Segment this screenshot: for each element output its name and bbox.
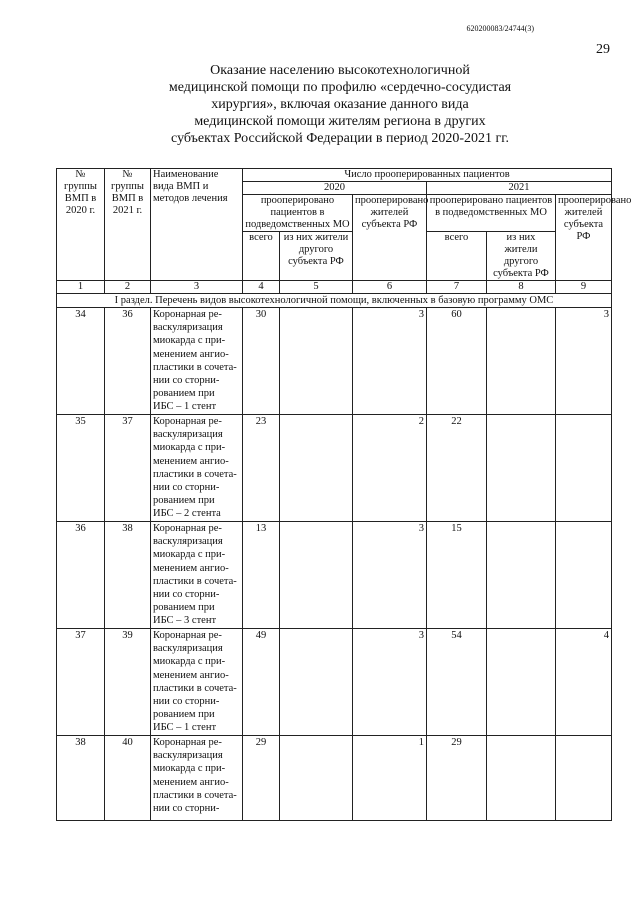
cell-total-2021: 15 [427,522,487,629]
cell-other-region-2021 [487,522,556,629]
cell-other-region-2021 [487,736,556,821]
document-code: 620200083/24744(3) [466,24,534,33]
section-row [57,294,612,308]
header-operated-residents-2020: прооперировано жителей субъекта РФ [353,195,427,281]
header-year-2021: 2021 [427,182,612,195]
table-row [57,629,612,736]
cell-group-2020: 34 [57,308,105,415]
cell-group-2021: 39 [105,629,151,736]
column-index: 8 [487,281,556,294]
cell-group-2021: 38 [105,522,151,629]
cell-other-region-2021 [487,308,556,415]
header-row [57,169,612,182]
cell-vmp-name: Коронарная ре- васкуляризация миокарда с при- менением ангио- пластики в сочета- нии со сторни- [151,736,243,821]
cell-residents-2020: 3 [353,522,427,629]
column-index-row [57,281,612,294]
cell-total-2021: 29 [427,736,487,821]
header-operated-mo-2020: прооперировано пациентов в подведомственных МО [243,195,353,232]
header-operated-total: Число прооперированных пациентов [243,169,612,182]
document-title [150,62,530,147]
table-row [57,415,612,522]
cell-residents-2021 [556,522,612,629]
cell-total-2020: 29 [243,736,280,821]
cell-total-2021: 54 [427,629,487,736]
cell-group-2020: 37 [57,629,105,736]
header-year-2020: 2020 [243,182,427,195]
header-other-region-2020: из них жители другого субъекта РФ [280,232,353,281]
title-line: Оказание населению высокотехнологичной [210,63,470,78]
cell-residents-2020: 3 [353,308,427,415]
header-total-2021: всего [427,232,487,281]
column-index: 9 [556,281,612,294]
table-row [57,736,612,821]
cell-total-2020: 13 [243,522,280,629]
cell-residents-2020: 3 [353,629,427,736]
cell-group-2021: 40 [105,736,151,821]
column-index: 2 [105,281,151,294]
cell-total-2021: 22 [427,415,487,522]
cell-residents-2021 [556,415,612,522]
cell-residents-2021: 3 [556,308,612,415]
column-index: 5 [280,281,353,294]
page-number: 29 [596,42,610,57]
title-line: медицинской помощи жителям региона в других [194,114,486,129]
cell-vmp-name: Коронарная ре- васкуляризация миокарда с при- менением ангио- пластики в сочета- нии со сторни- рованием при ИБС – 2 стента [151,415,243,522]
cell-group-2020: 35 [57,415,105,522]
cell-vmp-name: Коронарная ре- васкуляризация миокарда с при- менением ангио- пластики в сочета- нии со сторни- рованием при ИБС – 3 стент [151,522,243,629]
cell-group-2021: 37 [105,415,151,522]
cell-vmp-name: Коронарная ре- васкуляризация миокарда с при- менением ангио- пластики в сочета- нии со сторни- рованием при ИБС – 1 стент [151,629,243,736]
vmp-table [56,168,632,821]
title-line: субъектах Российской Федерации в период 2020-2021 гг. [171,131,509,146]
cell-total-2020: 23 [243,415,280,522]
header-operated-mo-2021: прооперировано пациентов в подведомственных МО [427,195,556,232]
cell-group-2020: 36 [57,522,105,629]
cell-other-region-2021 [487,415,556,522]
header-operated-residents-2021: прооперировано жителей субъекта РФ [556,195,612,281]
header-other-region-2021: из них жители другого субъекта РФ [487,232,556,281]
table-row [57,522,612,629]
header-vmp-name: Наименование вида ВМП и методов лечения [151,169,243,281]
column-index: 4 [243,281,280,294]
column-index: 7 [427,281,487,294]
header-group-2021: № группы ВМП в 2021 г. [105,169,151,281]
cell-other-region-2020 [280,736,353,821]
cell-group-2020: 38 [57,736,105,821]
cell-residents-2020: 2 [353,415,427,522]
column-index: 3 [151,281,243,294]
cell-total-2020: 30 [243,308,280,415]
cell-residents-2021: 4 [556,629,612,736]
cell-other-region-2020 [280,629,353,736]
cell-total-2020: 49 [243,629,280,736]
cell-other-region-2020 [280,522,353,629]
cell-other-region-2020 [280,308,353,415]
cell-residents-2020: 1 [353,736,427,821]
section-title: I раздел. Перечень видов высокотехнологичной помощи, включенных в базовую программу ОМС [57,294,612,308]
column-index: 1 [57,281,105,294]
table-row [57,308,612,415]
cell-vmp-name: Коронарная ре- васкуляризация миокарда с при- менением ангио- пластики в сочета- нии со сторни- рованием при ИБС – 1 стент [151,308,243,415]
cell-other-region-2020 [280,415,353,522]
cell-residents-2021 [556,736,612,821]
header-total-2020: всего [243,232,280,281]
title-line: медицинской помощи по профилю «сердечно-сосудистая [168,80,512,95]
title-line: хирургия», включая оказание данного вида [211,97,469,112]
cell-total-2021: 60 [427,308,487,415]
cell-other-region-2021 [487,629,556,736]
header-group-2020: № группы ВМП в 2020 г. [57,169,105,281]
column-index: 6 [353,281,427,294]
cell-group-2021: 36 [105,308,151,415]
